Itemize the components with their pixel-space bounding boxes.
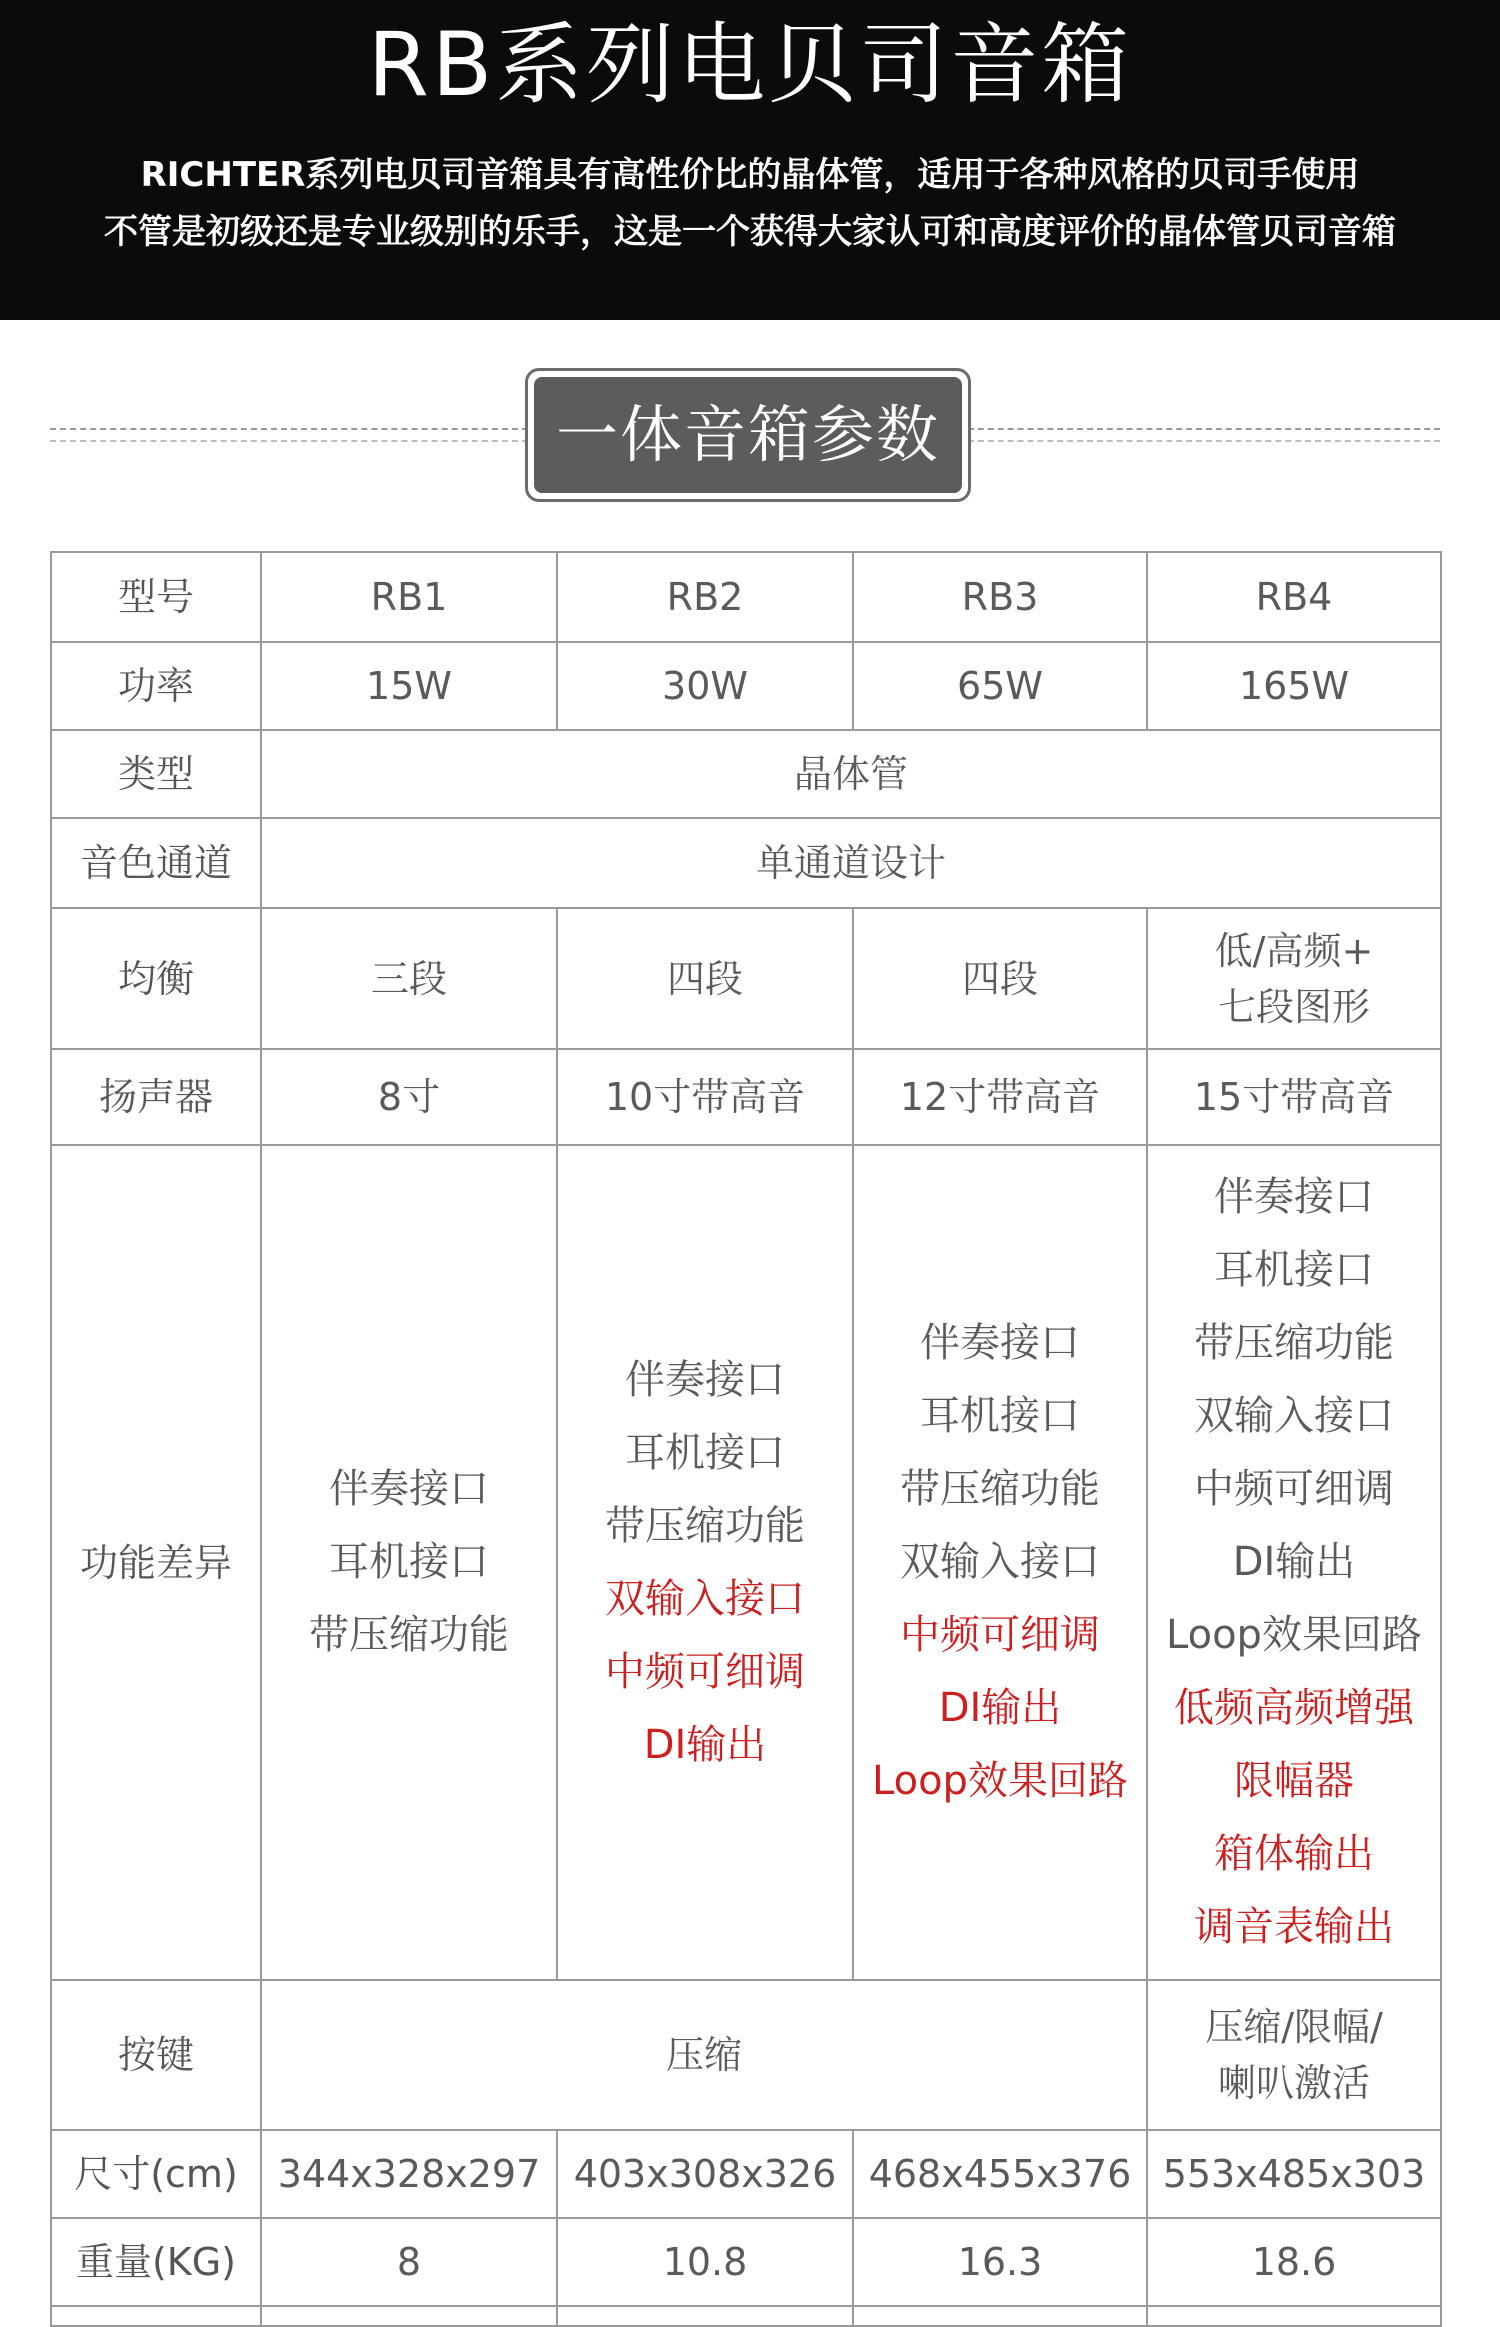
feature-item: 双输入接口 — [1194, 1393, 1394, 1439]
feature-item: 带压缩功能 — [1194, 1320, 1394, 1366]
speaker-rb3: 12寸带高音 — [853, 1049, 1147, 1145]
power-rb2: 30W — [557, 642, 853, 730]
feature-item: 中频可细调 — [1194, 1466, 1394, 1512]
table-row-speaker — [51, 1049, 1441, 1145]
power-rb1: 15W — [261, 642, 557, 730]
feature-item: 带压缩功能 — [309, 1612, 509, 1658]
stub-cell — [557, 2306, 853, 2326]
model-rb2: RB2 — [557, 552, 853, 642]
eq-rb4-line-1: 低/高频+ — [1214, 928, 1374, 973]
feature-item: 调音表输出 — [1194, 1904, 1394, 1950]
size-rb3: 468x455x376 — [853, 2130, 1147, 2218]
stub-cell — [853, 2306, 1147, 2326]
row-label-type: 类型 — [51, 730, 261, 818]
feature-item: DI输出 — [1232, 1539, 1356, 1585]
table-row-channel — [51, 818, 1441, 908]
intro-line-1: RICHTER系列电贝司音箱具有高性价比的晶体管，适用于各种风格的贝司手使用 — [140, 155, 1360, 195]
eq-rb4-line-2: 七段图形 — [1217, 984, 1370, 1029]
model-rb4: RB4 — [1147, 552, 1441, 642]
features-rb1 — [261, 1145, 557, 1980]
feature-item: 伴奏接口 — [1214, 1174, 1374, 1220]
feature-item: 耳机接口 — [920, 1393, 1080, 1439]
table-row-size — [51, 2130, 1441, 2218]
type-value: 晶体管 — [261, 730, 1441, 818]
power-rb4: 165W — [1147, 642, 1441, 730]
feature-item: 限幅器 — [1234, 1758, 1354, 1804]
feature-item: Loop效果回路 — [872, 1758, 1128, 1804]
power-rb3: 65W — [853, 642, 1147, 730]
section-divider-left-lower — [50, 440, 528, 442]
table-row-stub — [51, 2306, 1441, 2326]
row-label-keys: 按键 — [51, 1980, 261, 2130]
features-rb3 — [853, 1145, 1147, 1980]
feature-item: 耳机接口 — [329, 1539, 489, 1585]
stub-cell — [51, 2306, 261, 2326]
speaker-rb4: 15寸带高音 — [1147, 1049, 1441, 1145]
keys-rb4 — [1147, 1980, 1441, 2130]
table-row-weight — [51, 2218, 1441, 2306]
feature-item: 耳机接口 — [1214, 1247, 1374, 1293]
table-row-model — [51, 552, 1441, 642]
weight-rb1: 8 — [261, 2218, 557, 2306]
row-label-model: 型号 — [51, 552, 261, 642]
feature-item: 双输入接口 — [605, 1575, 805, 1622]
row-label-size: 尺寸(cm) — [51, 2130, 261, 2218]
feature-item: DI输出 — [643, 1721, 767, 1768]
feature-item: Loop效果回路 — [1166, 1612, 1422, 1658]
table-row-features — [51, 1145, 1441, 1980]
size-rb2: 403x308x326 — [557, 2130, 853, 2218]
stub-cell — [261, 2306, 557, 2326]
feature-item: 耳机接口 — [625, 1429, 785, 1476]
feature-item: 中频可细调 — [605, 1648, 805, 1695]
table-row-type — [51, 730, 1441, 818]
weight-rb4: 18.6 — [1147, 2218, 1441, 2306]
feature-item: 带压缩功能 — [900, 1466, 1100, 1512]
weight-rb2: 10.8 — [557, 2218, 853, 2306]
row-label-speaker: 扬声器 — [51, 1049, 261, 1145]
table-row-power — [51, 642, 1441, 730]
feature-item: 带压缩功能 — [605, 1502, 805, 1549]
table-row-eq — [51, 908, 1441, 1049]
keys-value: 压缩 — [261, 1980, 1147, 2130]
feature-item: 伴奏接口 — [329, 1466, 489, 1512]
size-rb4: 553x485x303 — [1147, 2130, 1441, 2218]
feature-item: 伴奏接口 — [625, 1356, 785, 1403]
feature-item: 伴奏接口 — [920, 1320, 1080, 1366]
keys-rb4-line-2: 喇叭激活 — [1217, 2061, 1370, 2105]
features-rb2 — [557, 1145, 853, 1980]
section-title: 一体音箱参数 — [534, 377, 962, 493]
intro-line-2: 不管是初级还是专业级别的乐手，这是一个获得大家认可和高度评价的晶体管贝司音箱 — [104, 212, 1396, 252]
model-rb3: RB3 — [853, 552, 1147, 642]
row-label-channel: 音色通道 — [51, 818, 261, 908]
speaker-rb1: 8寸 — [261, 1049, 557, 1145]
eq-rb2: 四段 — [557, 908, 853, 1049]
section-divider-left — [50, 428, 528, 430]
row-label-features: 功能差异 — [51, 1145, 261, 1980]
feature-item: 中频可细调 — [900, 1612, 1100, 1658]
row-label-weight: 重量(KG) — [51, 2218, 261, 2306]
keys-rb4-line-1: 压缩/限幅/ — [1205, 2005, 1383, 2049]
feature-item: 双输入接口 — [900, 1539, 1100, 1585]
section-divider-right — [968, 428, 1440, 430]
channel-value: 单通道设计 — [261, 818, 1441, 908]
header-banner — [0, 0, 1500, 320]
feature-item: 箱体输出 — [1214, 1831, 1374, 1877]
row-label-power: 功率 — [51, 642, 261, 730]
section-divider-right-lower — [968, 440, 1440, 442]
page-title: RB系列电贝司音箱 — [367, 13, 1133, 116]
speaker-rb2: 10寸带高音 — [557, 1049, 853, 1145]
features-rb4 — [1147, 1145, 1441, 1980]
table-row-keys — [51, 1980, 1441, 2130]
row-label-eq: 均衡 — [51, 908, 261, 1049]
stub-cell — [1147, 2306, 1441, 2326]
spec-table — [50, 551, 1442, 2327]
eq-rb3: 四段 — [853, 908, 1147, 1049]
model-rb1: RB1 — [261, 552, 557, 642]
eq-rb4 — [1147, 908, 1441, 1049]
feature-item: DI输出 — [938, 1685, 1062, 1731]
weight-rb3: 16.3 — [853, 2218, 1147, 2306]
eq-rb1: 三段 — [261, 908, 557, 1049]
size-rb1: 344x328x297 — [261, 2130, 557, 2218]
feature-item: 低频高频增强 — [1174, 1685, 1414, 1731]
